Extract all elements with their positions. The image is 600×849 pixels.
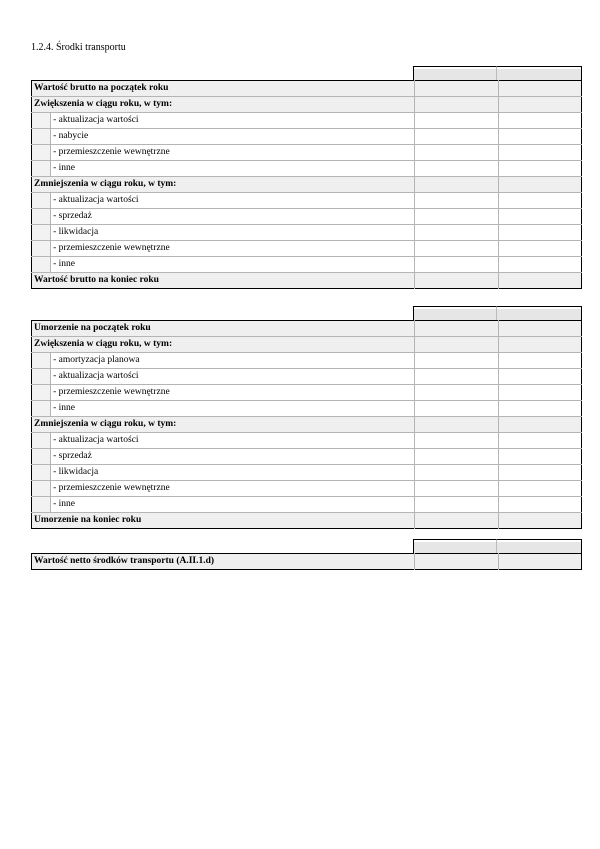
indent-cell	[32, 129, 51, 145]
indent-cell	[32, 465, 51, 481]
table-row	[32, 145, 582, 161]
row-label: Zmniejszenia w ciągu roku, w tym:	[32, 177, 415, 193]
value-cell-2[interactable]	[498, 465, 581, 481]
value-cell-2[interactable]	[498, 513, 581, 529]
value-cell-1[interactable]	[415, 257, 498, 273]
row-label: - przemieszczenie wewnętrzne	[51, 385, 415, 401]
table-row	[32, 385, 582, 401]
table-row	[32, 513, 582, 529]
row-label: - sprzedaż	[51, 449, 415, 465]
row-label: - przemieszczenie wewnętrzne	[51, 145, 415, 161]
table-row	[32, 417, 582, 433]
value-cell-2[interactable]	[498, 193, 581, 209]
table-row	[32, 554, 582, 570]
table-row	[32, 273, 582, 289]
value-cell-1[interactable]	[415, 209, 498, 225]
column-header-1	[413, 539, 497, 553]
table-row	[32, 337, 582, 353]
value-cell-1[interactable]	[415, 497, 498, 513]
value-cell-2[interactable]	[498, 369, 581, 385]
row-label: Zmniejszenia w ciągu roku, w tym:	[32, 417, 415, 433]
row-label: Wartość brutto na początek roku	[32, 81, 415, 97]
net-value-table	[31, 553, 582, 570]
value-cell-2[interactable]	[498, 273, 581, 289]
value-cell-1[interactable]	[415, 81, 498, 97]
row-label: - przemieszczenie wewnętrzne	[51, 241, 415, 257]
value-cell-1[interactable]	[415, 177, 498, 193]
value-cell-1[interactable]	[415, 321, 498, 337]
value-cell-1[interactable]	[415, 433, 498, 449]
row-label: - aktualizacja wartości	[51, 113, 415, 129]
value-cell-1[interactable]	[415, 97, 498, 113]
table-row	[32, 225, 582, 241]
table-row	[32, 257, 582, 273]
value-cell-2[interactable]	[498, 97, 581, 113]
indent-cell	[32, 449, 51, 465]
value-cell-2[interactable]	[498, 321, 581, 337]
indent-cell	[32, 145, 51, 161]
column-header-2	[496, 539, 582, 553]
row-label: - aktualizacja wartości	[51, 193, 415, 209]
value-cell-2[interactable]	[498, 81, 581, 97]
value-cell-2[interactable]	[498, 161, 581, 177]
value-cell-1[interactable]	[415, 273, 498, 289]
value-cell-1[interactable]	[415, 193, 498, 209]
row-label: - likwidacja	[51, 225, 415, 241]
row-label: - inne	[51, 497, 415, 513]
value-cell-2[interactable]	[498, 385, 581, 401]
value-cell-2[interactable]	[498, 497, 581, 513]
value-cell-2[interactable]	[498, 241, 581, 257]
gross-value-block	[31, 66, 582, 289]
value-cell-2[interactable]	[498, 433, 581, 449]
value-cell-2[interactable]	[498, 257, 581, 273]
table-row	[32, 497, 582, 513]
row-label: - amortyzacja planowa	[51, 353, 415, 369]
indent-cell	[32, 209, 51, 225]
depreciation-header	[31, 306, 582, 320]
gross-value-table	[31, 80, 582, 289]
table-row	[32, 465, 582, 481]
table-row	[32, 353, 582, 369]
value-cell-2[interactable]	[498, 145, 581, 161]
value-cell-2[interactable]	[498, 113, 581, 129]
value-cell-2[interactable]	[498, 129, 581, 145]
value-cell-2[interactable]	[498, 554, 581, 570]
indent-cell	[32, 113, 51, 129]
indent-cell	[32, 369, 51, 385]
row-label: Zwiększenia w ciągu roku, w tym:	[32, 97, 415, 113]
table-row	[32, 113, 582, 129]
value-cell-2[interactable]	[498, 225, 581, 241]
indent-cell	[32, 257, 51, 273]
column-header-1	[413, 306, 497, 320]
value-cell-1[interactable]	[415, 113, 498, 129]
value-cell-1[interactable]	[415, 353, 498, 369]
indent-cell	[32, 241, 51, 257]
row-label: Zwiększenia w ciągu roku, w tym:	[32, 337, 415, 353]
value-cell-1[interactable]	[415, 369, 498, 385]
indent-cell	[32, 193, 51, 209]
table-row	[32, 193, 582, 209]
indent-cell	[32, 161, 51, 177]
depreciation-table	[31, 320, 582, 529]
row-label: Umorzenie na początek roku	[32, 321, 415, 337]
row-label: - likwidacja	[51, 465, 415, 481]
table-row	[32, 129, 582, 145]
column-header-1	[413, 66, 497, 80]
value-cell-1[interactable]	[415, 129, 498, 145]
indent-cell	[32, 433, 51, 449]
table-row	[32, 481, 582, 497]
row-label: - sprzedaż	[51, 209, 415, 225]
value-cell-1[interactable]	[415, 385, 498, 401]
table-row	[32, 433, 582, 449]
value-cell-1[interactable]	[415, 554, 498, 570]
value-cell-1[interactable]	[415, 449, 498, 465]
indent-cell	[32, 225, 51, 241]
depreciation-block	[31, 306, 582, 529]
value-cell-2[interactable]	[498, 401, 581, 417]
row-label: - aktualizacja wartości	[51, 433, 415, 449]
table-row	[32, 161, 582, 177]
indent-cell	[32, 385, 51, 401]
value-cell-2[interactable]	[498, 209, 581, 225]
value-cell-2[interactable]	[498, 481, 581, 497]
value-cell-1[interactable]	[415, 481, 498, 497]
row-label: - nabycie	[51, 129, 415, 145]
value-cell-1[interactable]	[415, 465, 498, 481]
indent-cell	[32, 353, 51, 369]
value-cell-2[interactable]	[498, 353, 581, 369]
value-cell-1[interactable]	[415, 337, 498, 353]
table-row	[32, 97, 582, 113]
table-row	[32, 449, 582, 465]
column-header-2	[496, 66, 582, 80]
value-cell-1[interactable]	[415, 513, 498, 529]
indent-cell	[32, 497, 51, 513]
indent-cell	[32, 401, 51, 417]
indent-cell	[32, 481, 51, 497]
row-label: - inne	[51, 401, 415, 417]
value-cell-1[interactable]	[415, 241, 498, 257]
value-cell-1[interactable]	[415, 401, 498, 417]
row-label: Wartość netto środków transportu (A.II.1.d)	[32, 554, 415, 570]
value-cell-1[interactable]	[415, 225, 498, 241]
value-cell-2[interactable]	[498, 337, 581, 353]
value-cell-1[interactable]	[415, 417, 498, 433]
section-title: 1.2.4. Środki transportu	[31, 42, 126, 53]
table-row	[32, 241, 582, 257]
value-cell-1[interactable]	[415, 145, 498, 161]
column-header-2	[496, 306, 582, 320]
value-cell-1[interactable]	[415, 161, 498, 177]
value-cell-2[interactable]	[498, 417, 581, 433]
table-row	[32, 209, 582, 225]
row-label: - aktualizacja wartości	[51, 369, 415, 385]
table-row	[32, 369, 582, 385]
value-cell-2[interactable]	[498, 177, 581, 193]
row-label: - inne	[51, 161, 415, 177]
row-label: Umorzenie na koniec roku	[32, 513, 415, 529]
net-header	[31, 539, 582, 553]
value-cell-2[interactable]	[498, 449, 581, 465]
row-label: - przemieszczenie wewnętrzne	[51, 481, 415, 497]
row-label: - inne	[51, 257, 415, 273]
gross-header	[31, 66, 582, 80]
row-label: Wartość brutto na koniec roku	[32, 273, 415, 289]
net-value-block	[31, 539, 582, 570]
table-row	[32, 401, 582, 417]
table-row	[32, 177, 582, 193]
table-row	[32, 81, 582, 97]
table-row	[32, 321, 582, 337]
